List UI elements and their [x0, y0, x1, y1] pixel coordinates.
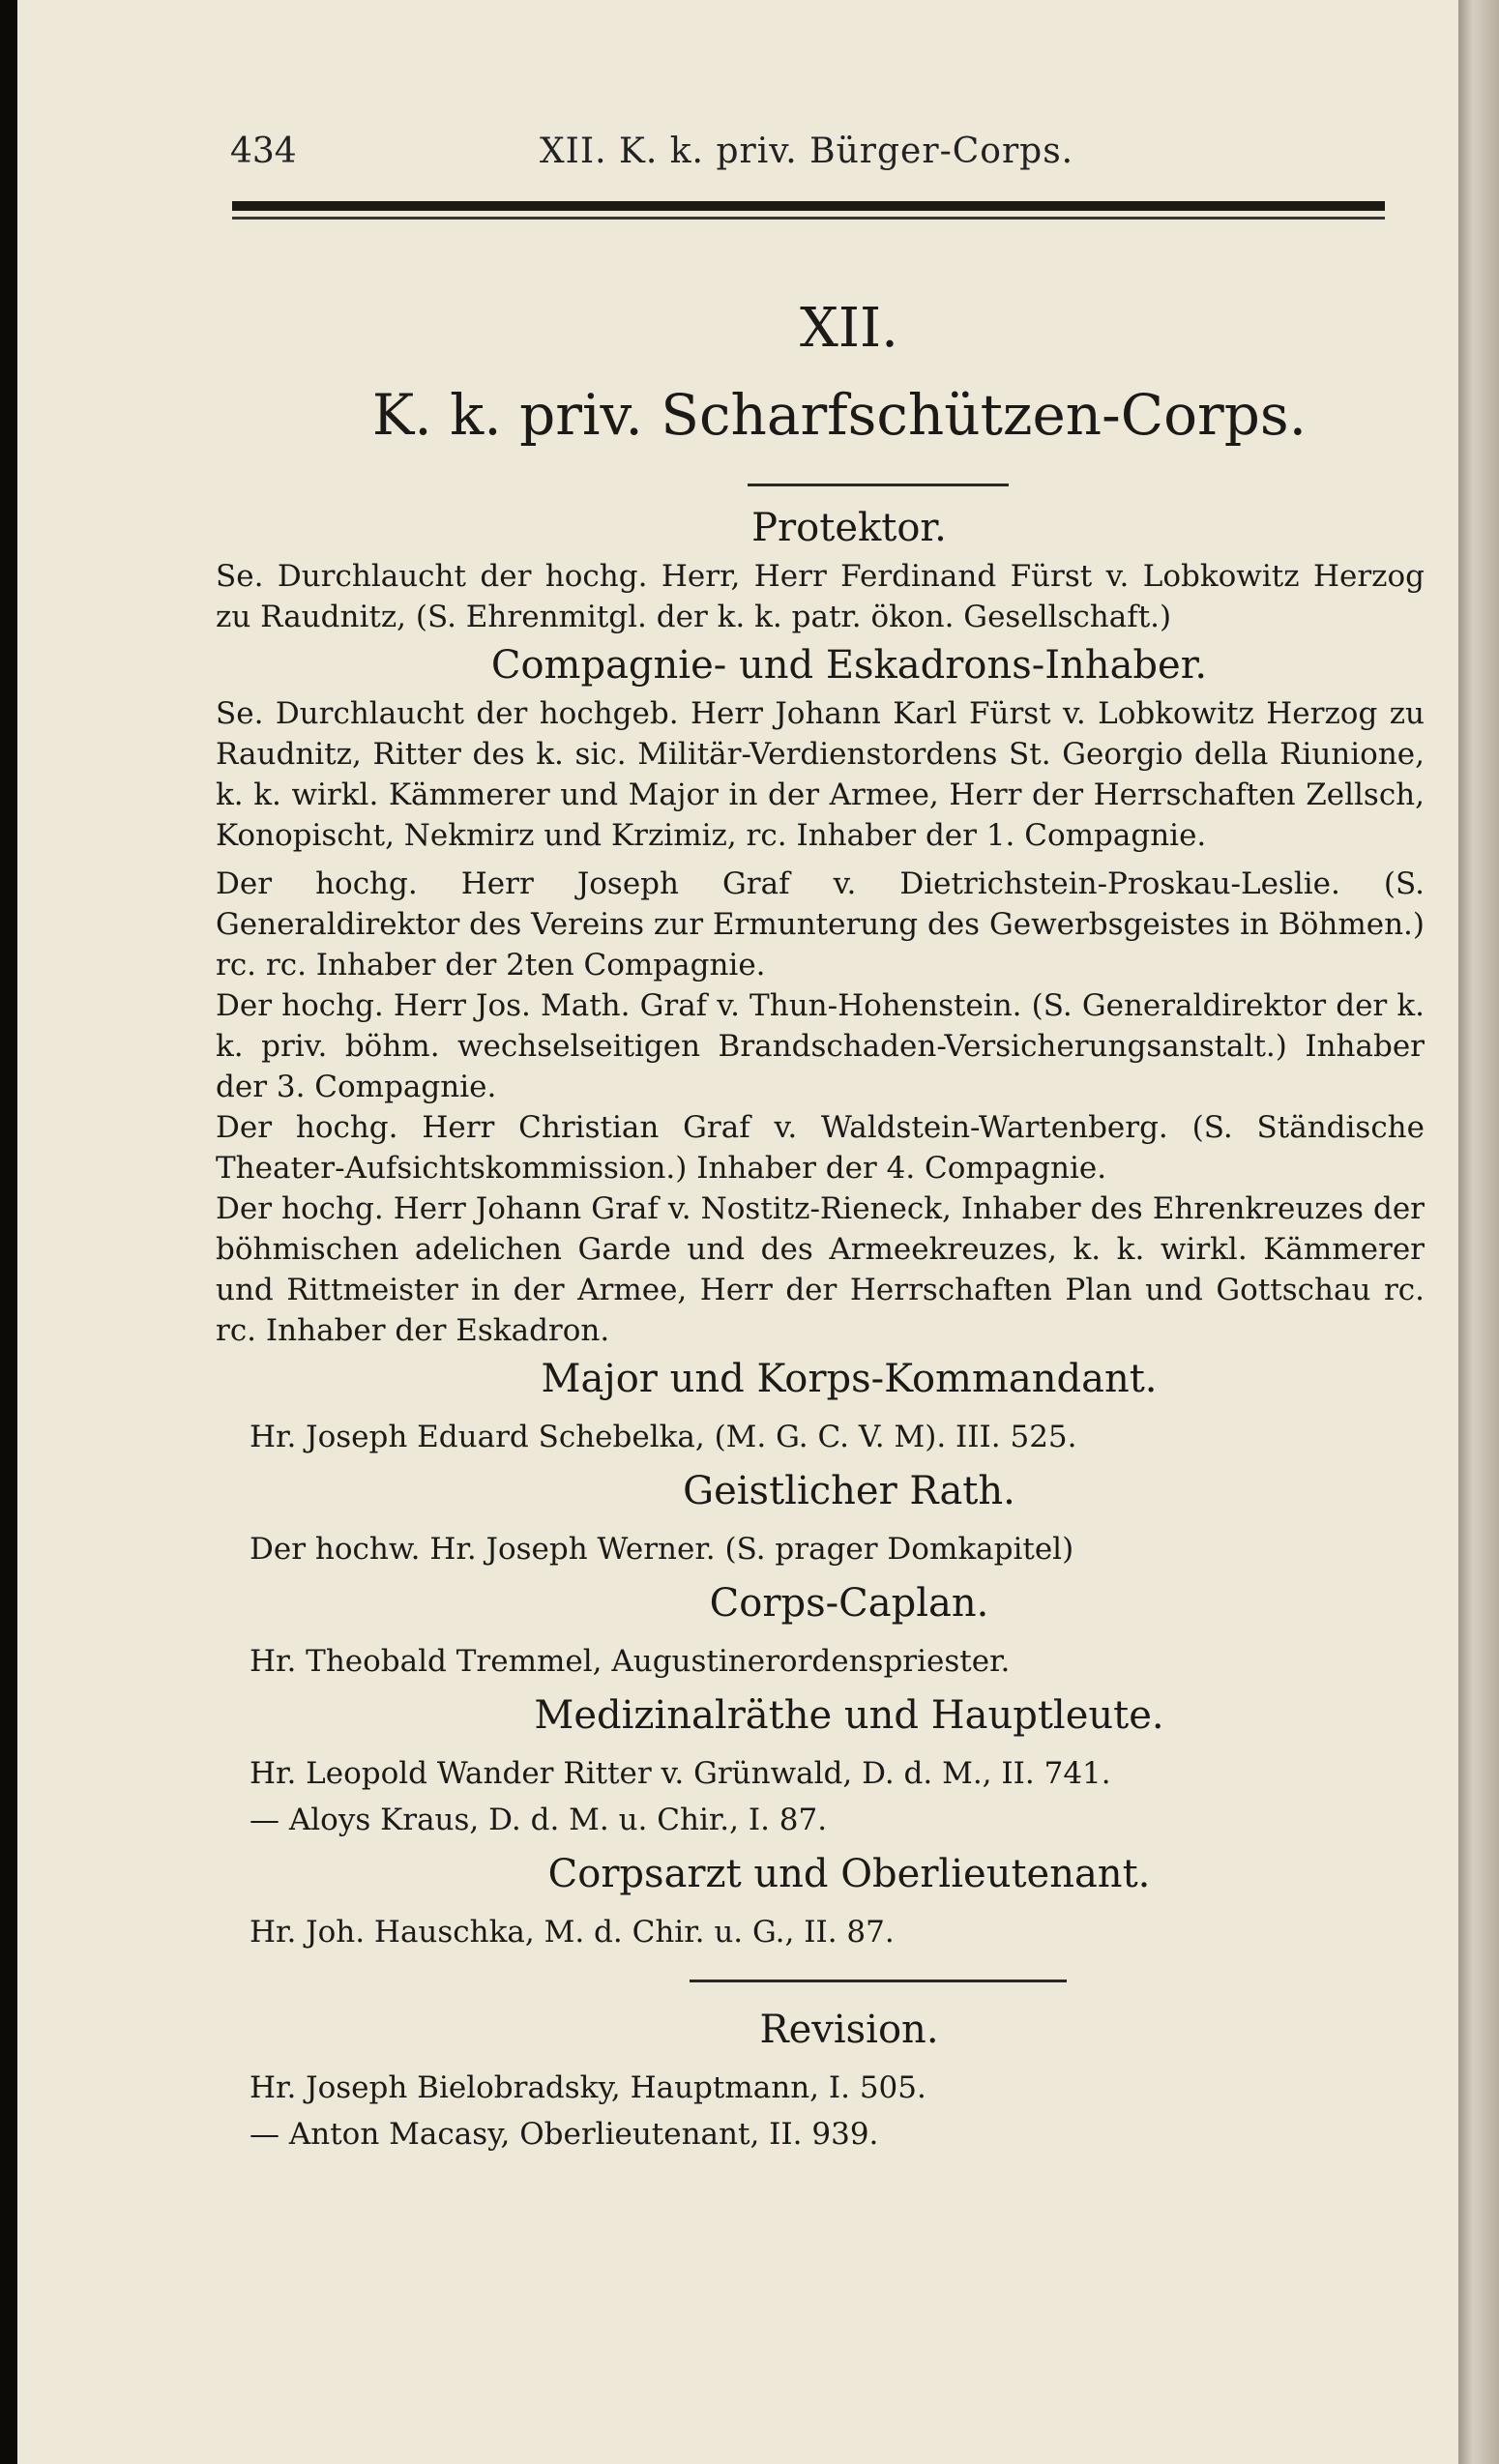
chapter-title: K. k. priv. Scharfschützen-Corps.	[371, 382, 1308, 448]
rath-line: Der hochw. Hr. Joseph Werner. (S. prager Domkapitel)	[250, 1532, 1074, 1567]
section-heading-inhaber: Compagnie- und Eskadrons-Inhaber.	[490, 643, 1208, 688]
header-rule-thin	[232, 217, 1385, 220]
section-heading-medizinal: Medizinalräthe und Hauptleute.	[534, 1693, 1164, 1738]
section-heading-rath: Geistlicher Rath.	[683, 1469, 1015, 1513]
revision-divider	[690, 1980, 1067, 1982]
protektor-text: Se. Durchlaucht der hochg. Herr, Herr Ferdinand Fürst v. Lobkowitz Herzog zu Raudnitz, (S. Ehrenmitgl. der k. k. patr. ökon. Gesellschaft.)	[216, 559, 1425, 634]
page-content	[216, 290, 1425, 2160]
caplan-line: Hr. Theobald Tremmel, Augustinerordenspriester.	[250, 1644, 1011, 1679]
section-heading-protektor: Protektor.	[751, 506, 947, 550]
inhaber-entry: Der hochg. Herr Joseph Graf v. Dietrichstein-Proskau-Leslie. (S. Generaldirektor des Vereins zur Ermunterung des Gewerbsgeistes in Böhmen.) rc. rc. Inhaber der 2ten Compagnie.	[216, 866, 1425, 983]
running-head	[133, 132, 1313, 180]
book-page	[17, 0, 1458, 2464]
header-rule	[232, 201, 1385, 211]
corpsarzt-line: Hr. Joh. Hauschka, M. d. Chir. u. G., II. 87.	[250, 1915, 895, 1950]
medizinal-line: Hr. Leopold Wander Ritter v. Grünwald, D. d. M., II. 741.	[250, 1756, 1111, 1791]
revision-line: Hr. Joseph Bielobradsky, Hauptmann, I. 505.	[250, 2070, 926, 2105]
inhaber-entry: Se. Durchlaucht der hochgeb. Herr Johann Karl Fürst v. Lobkowitz Herzog zu Raudnitz, Ritter des k. sic. Militär-Verdienstordens St. Georgio della Riunione, k. k. wirkl. Kämmerer und Major in der Armee, Herr der Herrschaften Zellsch, Konopischt, Nekmirz und Krzimiz, rc. Inhaber der 1. Compagnie.	[216, 696, 1425, 853]
inhaber-entry: Der hochg. Herr Jos. Math. Graf v. Thun-Hohenstein. (S. Generaldirektor der k. k. priv. böhm. wechselseitigen Brandschaden-Versicherungsanstalt.) Inhaber der 3. Compagnie.	[216, 988, 1425, 1104]
inhaber-entry: Der hochg. Herr Johann Graf v. Nostitz-Rieneck, Inhaber des Ehrenkreuzes der böhmischen adelichen Garde und des Armeekreuzes, k. k. wirkl. Kämmerer und Rittmeister in der Armee, Herr der Herrschaften Plan und Gottschau rc. rc. Inhaber der Eskadron.	[216, 1191, 1425, 1348]
kommandant-line: Hr. Joseph Eduard Schebelka, (M. G. C. V. M). III. 525.	[250, 1420, 1077, 1454]
page-number: 434	[230, 132, 297, 171]
chapter-numeral: XII.	[800, 297, 898, 360]
section-heading-revision: Revision.	[759, 2008, 939, 2052]
title-divider	[748, 484, 1009, 486]
revision-line: — Anton Macasy, Oberlieutenant, II. 939.	[250, 2117, 879, 2152]
section-heading-kommandant: Major und Korps-Kommandant.	[541, 1357, 1158, 1401]
inhaber-entry: Der hochg. Herr Christian Graf v. Waldstein-Wartenberg. (S. Ständische Theater-Aufsichtskommission.) Inhaber der 4. Compagnie.	[216, 1110, 1425, 1186]
section-heading-caplan: Corps-Caplan.	[709, 1581, 989, 1626]
running-title: XII. K. k. priv. Bürger-Corps.	[540, 132, 1074, 171]
page-edge	[1458, 0, 1499, 2464]
medizinal-line: — Aloys Kraus, D. d. M. u. Chir., I. 87.	[250, 1803, 828, 1837]
section-heading-corpsarzt: Corpsarzt und Oberlieutenant.	[547, 1852, 1151, 1896]
